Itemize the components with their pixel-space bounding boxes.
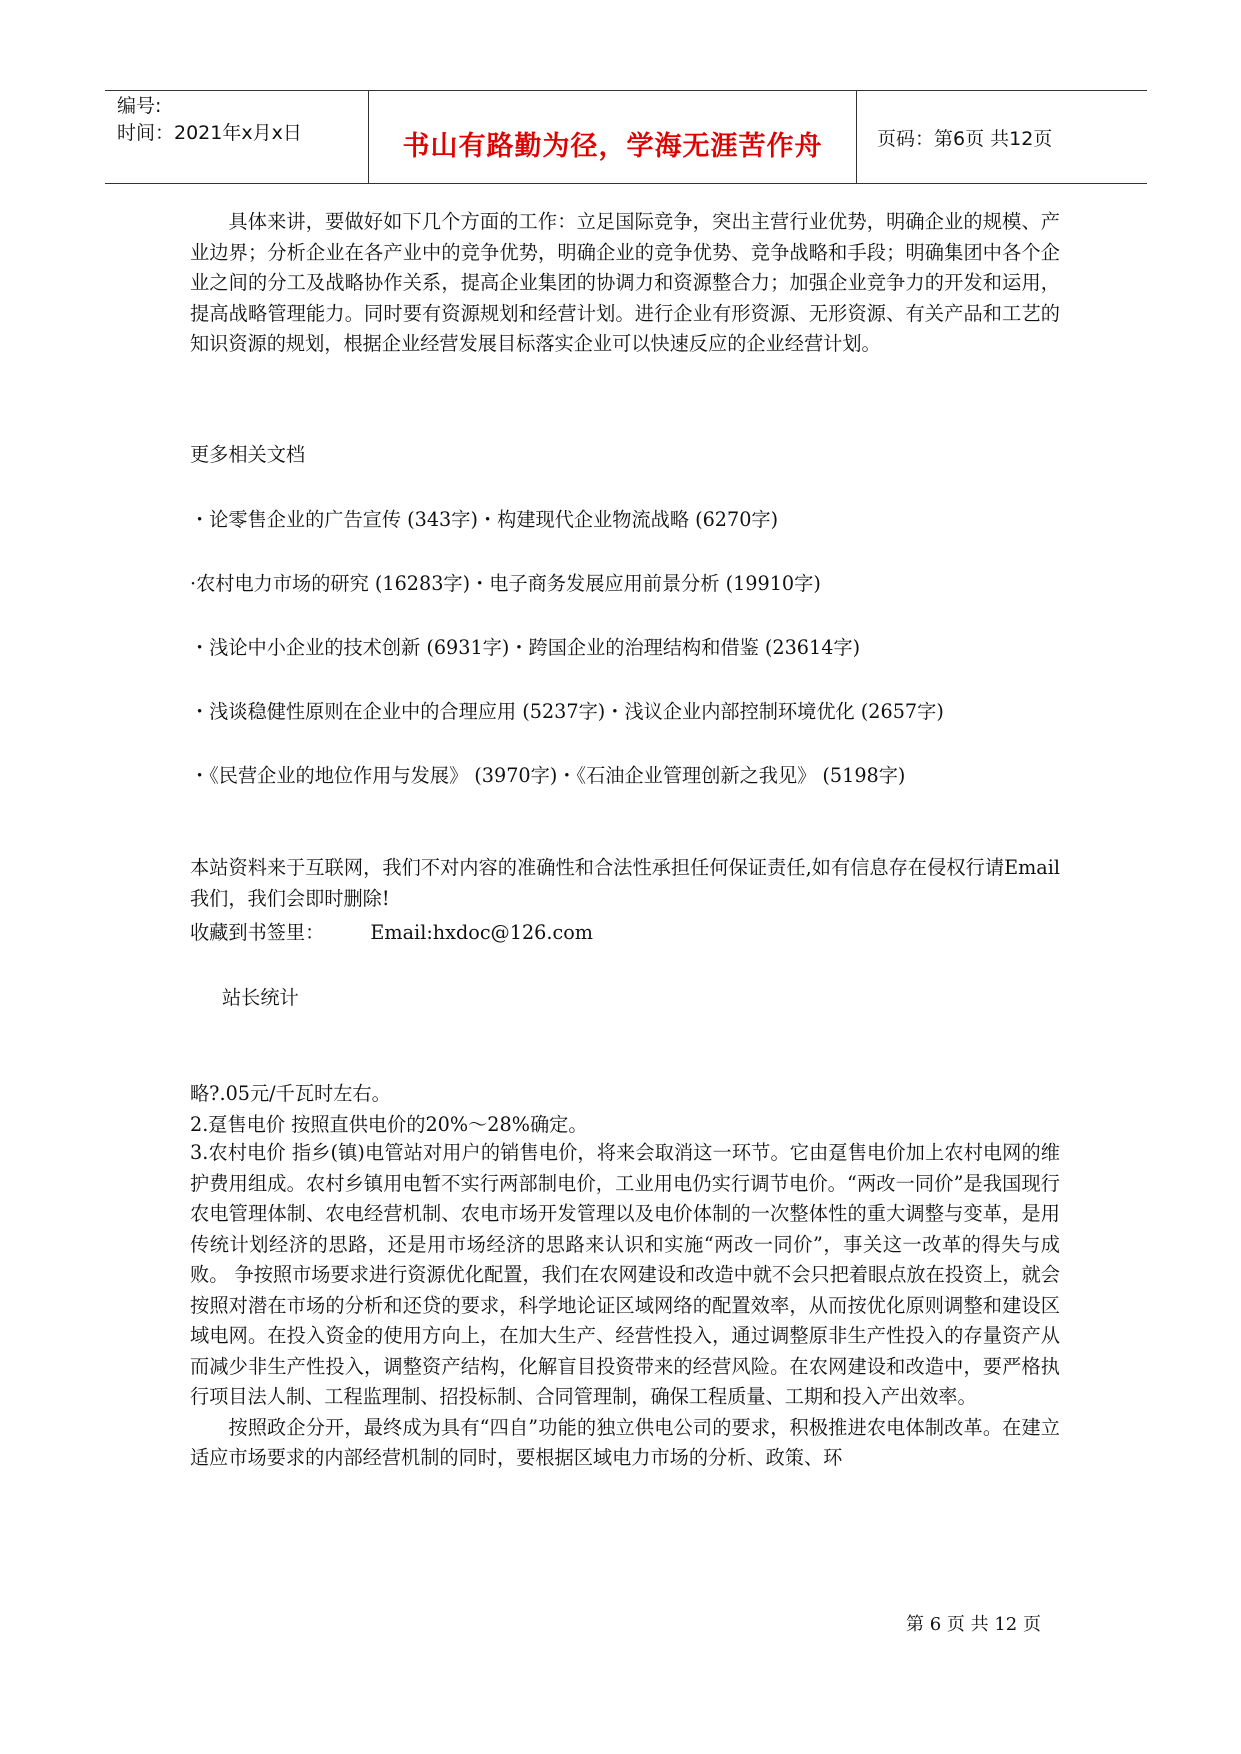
- header-page-label: 页码：第6页 共12页: [877, 127, 1053, 150]
- body-line-2: 2.趸售电价 按照直供电价的20%～28%确定。: [190, 1113, 588, 1136]
- related-link-row-4[interactable]: ・浅谈稳健性原则在企业中的合理应用 (5237字)・浅议企业内部控制环境优化 (2657字): [190, 700, 944, 723]
- body-paragraph-1: 3.农村电价 指乡(镇)电管站对用户的销售电价，将来会取消这一环节。它由趸售电价加上农村电网的维护费用组成。农村乡镇用电暂不实行两部制电价，工业用电仍实行调节电价。“两改一同价”是我国现行农电管理体制、农电经营机制、农电市场开发管理以及电价体制的一次整体性的重大调整与变革，是用传统计划经济的思路，还是用市场经济的思路来认识和实施“两改一同价”，事关这一改革的得失与成败。 争按照市场要求进行资源优化配置，我们在农网建设和改造中就不会只把着眼点放在投资上，就会按照对潜在市场的分析和还贷的要求，科学地论证区域网络的配置效率，从而按优化原则调整和建设区域电网。在投入资金的使用方向上，在加大生产、经营性投入，通过调整原非生产性投入的存量资产从而减少非生产性投入，调整资产结构，化解盲目投资带来的经营风险。在农网建设和改造中，要严格执行项目法人制、工程监理制、招投标制、合同管理制，确保工程质量、工期和投入产出效率。: [190, 1141, 1060, 1408]
- body-paragraph-2: 按照政企分开，最终成为具有“四自”功能的独立供电公司的要求，积极推进农电体制改革。在建立适应市场要求的内部经营机制的同时，要根据区域电力市场的分析、政策、环: [190, 1415, 1060, 1469]
- related-heading: 更多相关文档: [190, 443, 306, 466]
- header-motto: 书山有路勤为径，学海无涯苦作舟: [402, 130, 823, 162]
- body-section: [190, 1138, 1060, 1474]
- related-link-row-1[interactable]: ・论零售企业的广告宣传 (343字)・构建现代企业物流战略 (6270字): [190, 508, 779, 531]
- page-footer: 第 6 页 共 12 页: [906, 1614, 1041, 1635]
- header-page-cell: [857, 91, 1147, 183]
- bookmark-label: 收藏到书签里：: [190, 921, 325, 944]
- page-header: [105, 90, 1147, 184]
- bookmark-row: [190, 918, 593, 945]
- intro-paragraph: 具体来讲，要做好如下几个方面的工作：立足国际竞争，突出主营行业优势，明确企业的规模、产业边界；分析企业在各产业中的竞争优势，明确企业的竞争优势、竞争战略和手段；明确集团中各个企业之间的分工及战略协作关系，提高企业集团的协调力和资源整合力；加强企业竞争力的开发和运用，提高战略管理能力。同时要有资源规划和经营计划。进行企业有形资源、无形资源、有关产品和工艺的知识资源的规划，根据企业经营发展目标落实企业可以快速反应的企业经营计划。: [190, 210, 1060, 355]
- intro-section: [190, 207, 1060, 360]
- contact-email[interactable]: Email:hxdoc@126.com: [370, 921, 593, 944]
- header-meta: [117, 91, 367, 185]
- document-time-label: 时间：2021年x月x日: [117, 122, 302, 144]
- related-link-row-5[interactable]: ・《民营企业的地位作用与发展》 (3970字)・《石油企业管理创新之我见》 (5198字): [190, 764, 906, 787]
- disclaimer-text: 本站资料来于互联网，我们不对内容的准确性和合法性承担任何保证责任,如有信息存在侵权行请Email我们，我们会即时删除!: [190, 856, 1060, 910]
- disclaimer-section: [190, 852, 1060, 914]
- stats-link[interactable]: 站长统计: [222, 986, 299, 1009]
- document-number-label: 编号:: [117, 95, 162, 117]
- body-line-1: 略?.05元/千瓦时左右。: [190, 1082, 391, 1105]
- related-link-row-2[interactable]: ·农村电力市场的研究 (16283字)・电子商务发展应用前景分析 (19910字): [190, 572, 821, 595]
- related-link-row-3[interactable]: ・浅论中小企业的技术创新 (6931字)・跨国企业的治理结构和借鉴 (23614字): [190, 636, 861, 659]
- header-motto-cell: [368, 91, 857, 183]
